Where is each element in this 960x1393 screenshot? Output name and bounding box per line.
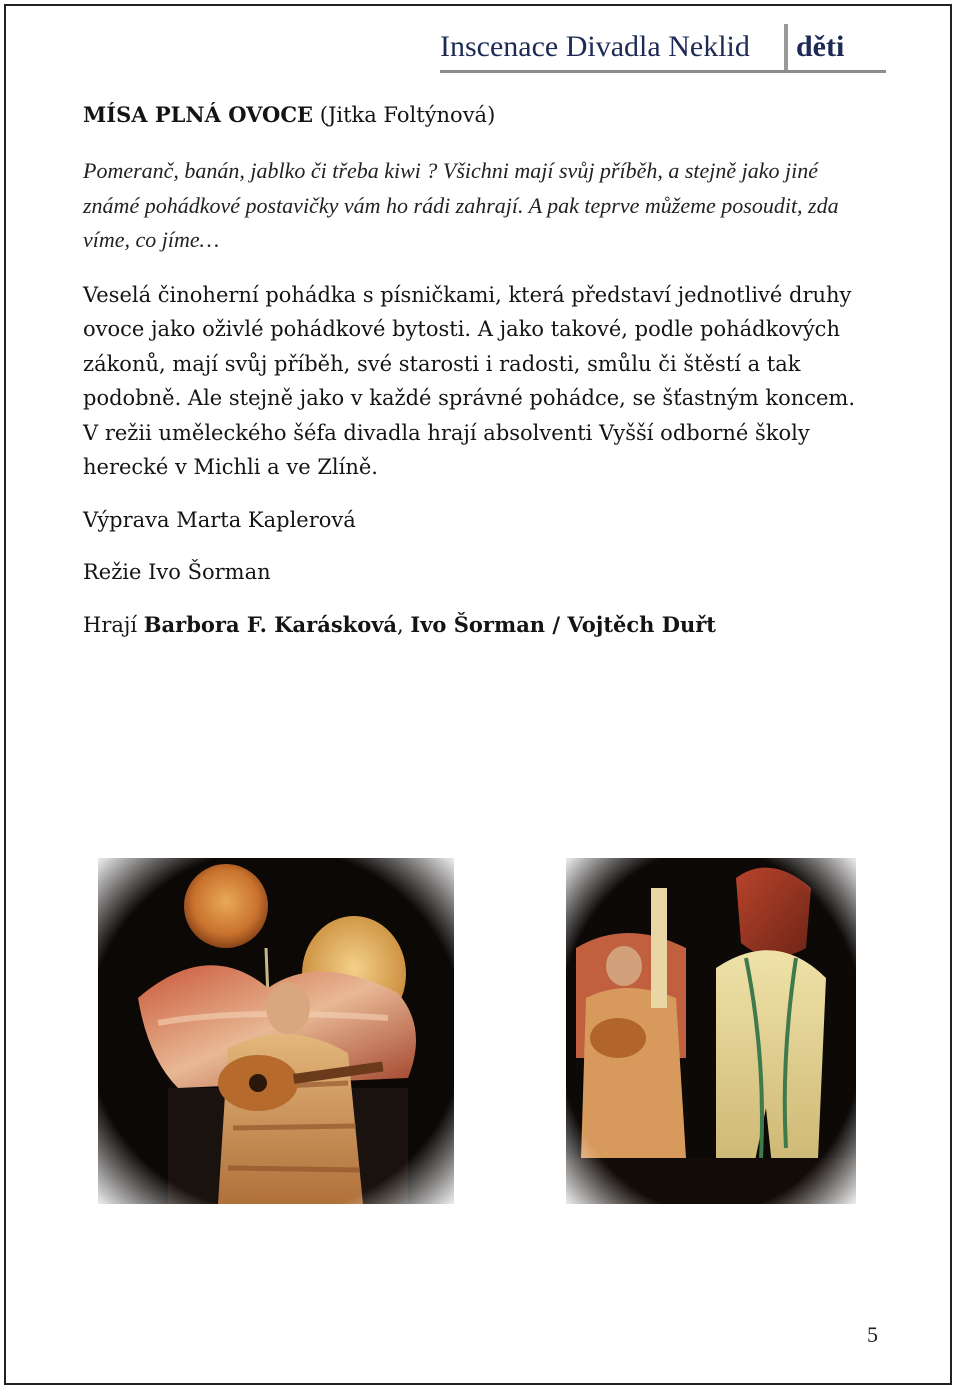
header-title: Inscenace Divadla Neklid [440,30,750,63]
cast-separator: , [397,612,411,637]
cast-member-1: Barbora F. Karásková [143,611,398,637]
header-divider [784,24,788,72]
stage-photo-right [566,858,856,1204]
play-intro: Pomeranč, banán, jablko či třeba kiwi ? Všichni mají svůj příběh, a stejně jako jiné známé pohádkové postavičky vám ho rádi zahrají. A pak teprve můžeme posoudit, zda víme, co jíme… [83,158,839,252]
stage-photo-left [98,858,454,1204]
credit-direction: Režie Ivo Šorman [83,560,271,584]
header-section: děti [796,30,845,63]
stage-photo-left-image [98,858,454,1204]
page-number: 5 [867,1322,878,1347]
stage-photo-right-image [566,858,856,1204]
header-rule [440,70,886,73]
credit-design: Výprava Marta Kaplerová [83,507,356,532]
cast-member-2: Ivo Šorman / Vojtěch Duřt [410,611,716,637]
play-title-line [83,98,873,132]
page-header [0,24,960,74]
article-body [83,98,873,660]
play-author: (Jitka Foltýnová) [319,103,496,127]
photo-gallery [98,858,856,1204]
credit-cast [83,608,873,643]
play-title: MÍSA PLNÁ OVOCE [83,102,314,127]
play-description: Veselá činoherní pohádka s písničkami, která představí jednotlivé druhy ovoce jako oživlé pohádkové bytosti. A jako takové, podle pohádkových zákonů, mají svůj příběh, své starosti i radosti, smůlu či štěstí a tak podobně. Ale stejně jako v každé správné pohádce, se šťastným koncem. V režii uměleckého šéfa divadla hrají absolventi Vyšší odborné školy herecké v Michli a ve Zlíně. [83,282,856,479]
cast-label: Hrají [83,612,138,637]
